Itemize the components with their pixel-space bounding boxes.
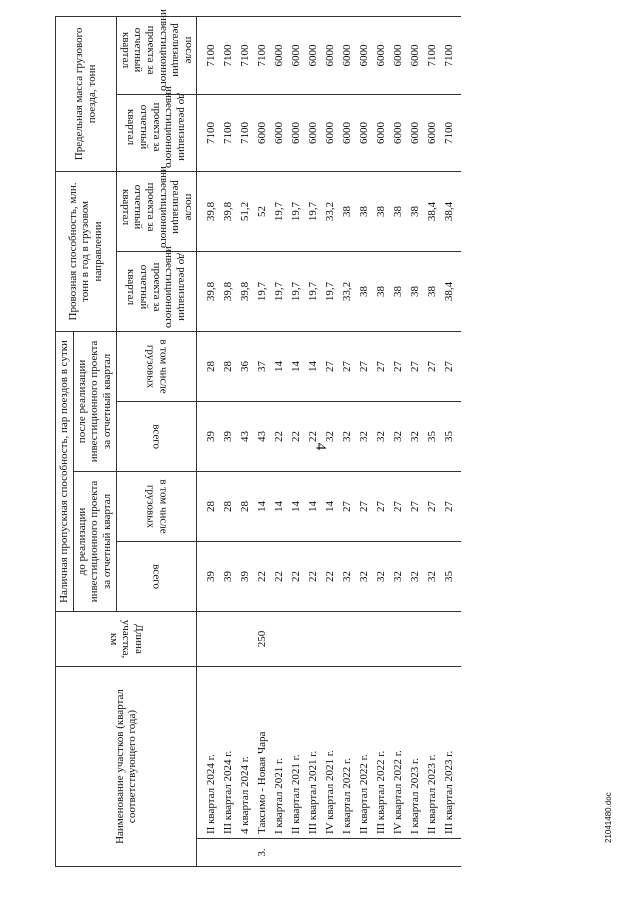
- table-body: [197, 16, 462, 866]
- after-total: 39: [219, 401, 236, 471]
- before-cargo: 27: [423, 471, 440, 541]
- mass-after: 6000: [389, 16, 406, 94]
- throughput-after: 38: [406, 171, 423, 251]
- throughput-after: 19,7: [287, 171, 304, 251]
- section-length: 250: [253, 611, 270, 666]
- throughput-before: 19,7: [287, 251, 304, 331]
- before-total: 22: [304, 541, 321, 611]
- section-name: I квартал 2021 г.: [270, 666, 287, 838]
- header-throughput-after: после реализации инвестиционного проекта за отчетный квартал: [116, 171, 197, 251]
- table-row: [219, 16, 236, 866]
- throughput-before: 39,8: [219, 251, 236, 331]
- after-cargo: 14: [287, 331, 304, 401]
- row-number: [355, 839, 372, 867]
- section-name: IV квартал 2021 г.: [321, 666, 338, 838]
- mass-before: 7100: [197, 94, 220, 171]
- row-number: [236, 839, 253, 867]
- header-throughput-before: до реализации инвестиционного проекта за отчетный квартал: [116, 251, 197, 331]
- after-cargo: 27: [338, 331, 355, 401]
- mass-before: 6000: [338, 94, 355, 171]
- header-length: Длина участка, км: [56, 611, 197, 666]
- before-cargo: 14: [321, 471, 338, 541]
- before-cargo: 27: [389, 471, 406, 541]
- before-total: 32: [406, 541, 423, 611]
- after-total: 32: [321, 401, 338, 471]
- table-row: [389, 16, 406, 866]
- mass-after: 7100: [423, 16, 440, 94]
- throughput-before: 38: [389, 251, 406, 331]
- before-total: 22: [270, 541, 287, 611]
- header-before-total: всего: [116, 541, 197, 611]
- header-capacity-after: после реализации инвестиционного проекта за отчетный квартал: [73, 331, 116, 471]
- mass-after: 7100: [440, 16, 461, 94]
- before-cargo: 27: [355, 471, 372, 541]
- mass-before: 7100: [440, 94, 461, 171]
- throughput-before: 19,7: [270, 251, 287, 331]
- mass-before: 6000: [423, 94, 440, 171]
- section-length: [270, 611, 287, 666]
- throughput-before: 38: [423, 251, 440, 331]
- after-total: 35: [423, 401, 440, 471]
- after-cargo: 28: [219, 331, 236, 401]
- section-length: [389, 611, 406, 666]
- before-total: 22: [287, 541, 304, 611]
- header-mass-before: до реализации инвестиционного проекта за отчетный квартал: [116, 94, 197, 171]
- before-total: 39: [219, 541, 236, 611]
- section-name: 4 квартал 2024 г.: [236, 666, 253, 838]
- after-total: 32: [406, 401, 423, 471]
- section-name: III квартал 2021 г.: [304, 666, 321, 838]
- table-row: [423, 16, 440, 866]
- before-cargo: 28: [197, 471, 220, 541]
- throughput-after: 38,4: [423, 171, 440, 251]
- before-total: 32: [338, 541, 355, 611]
- header-after-cargo: в том числе грузовых: [116, 331, 197, 401]
- section-length: [423, 611, 440, 666]
- row-number: 3.: [253, 839, 270, 867]
- throughput-after: 51,2: [236, 171, 253, 251]
- mass-before: 6000: [355, 94, 372, 171]
- mass-after: 6000: [287, 16, 304, 94]
- throughput-after: 19,7: [270, 171, 287, 251]
- throughput-after: 38: [372, 171, 389, 251]
- mass-before: 6000: [304, 94, 321, 171]
- row-number: [406, 839, 423, 867]
- section-name: II квартал 2024 г.: [197, 666, 220, 838]
- after-cargo: 27: [372, 331, 389, 401]
- section-name: III квартал 2023 г.: [440, 666, 461, 838]
- throughput-after: 19,7: [304, 171, 321, 251]
- header-mass: Предельная масса грузового поезда, тонн: [56, 16, 117, 171]
- section-length: [372, 611, 389, 666]
- table-row: [287, 16, 304, 866]
- before-total: 22: [321, 541, 338, 611]
- before-total: 39: [197, 541, 220, 611]
- section-length: [219, 611, 236, 666]
- throughput-after: 52: [253, 171, 270, 251]
- before-total: 32: [355, 541, 372, 611]
- before-cargo: 28: [219, 471, 236, 541]
- header-throughput: Провозная способность, млн. тонн в год в грузовом направлении: [56, 171, 117, 331]
- mass-after: 7100: [236, 16, 253, 94]
- mass-after: 6000: [338, 16, 355, 94]
- mass-after: 6000: [372, 16, 389, 94]
- after-total: 22: [270, 401, 287, 471]
- after-cargo: 27: [406, 331, 423, 401]
- mass-after: 6000: [406, 16, 423, 94]
- row-number: [372, 839, 389, 867]
- row-number: [423, 839, 440, 867]
- throughput-before: 38: [355, 251, 372, 331]
- section-name: II квартал 2023 г.: [423, 666, 440, 838]
- throughput-before: 19,7: [253, 251, 270, 331]
- throughput-before: 39,8: [197, 251, 220, 331]
- before-total: 39: [236, 541, 253, 611]
- after-cargo: 28: [197, 331, 220, 401]
- after-cargo: 27: [321, 331, 338, 401]
- row-number: [197, 839, 220, 867]
- before-cargo: 14: [287, 471, 304, 541]
- mass-before: 6000: [321, 94, 338, 171]
- table-row: [253, 16, 270, 866]
- before-total: 22: [253, 541, 270, 611]
- mass-after: 7100: [219, 16, 236, 94]
- before-cargo: 28: [236, 471, 253, 541]
- row-number: [219, 839, 236, 867]
- mass-before: 6000: [270, 94, 287, 171]
- section-length: [406, 611, 423, 666]
- row-number: [287, 839, 304, 867]
- mass-before: 6000: [253, 94, 270, 171]
- table-row: [406, 16, 423, 866]
- section-name: Таксимо - Новая Чара: [253, 666, 270, 838]
- after-cargo: 27: [440, 331, 461, 401]
- table-row: [440, 16, 461, 866]
- before-total: 32: [372, 541, 389, 611]
- mass-before: 6000: [389, 94, 406, 171]
- throughput-before: 19,7: [304, 251, 321, 331]
- page-number: 4: [312, 442, 329, 451]
- before-total: 32: [389, 541, 406, 611]
- header-capacity-before: до реализации инвестиционного проекта за отчетный квартал: [73, 471, 116, 611]
- after-total: 35: [440, 401, 461, 471]
- before-cargo: 14: [253, 471, 270, 541]
- section-length: [338, 611, 355, 666]
- before-cargo: 27: [338, 471, 355, 541]
- row-number: [440, 839, 461, 867]
- section-name: II квартал 2022 г.: [355, 666, 372, 838]
- document-id: 21041480.doc: [604, 792, 613, 843]
- throughput-before: 19,7: [321, 251, 338, 331]
- after-total: 22: [287, 401, 304, 471]
- after-total: 32: [372, 401, 389, 471]
- throughput-before: 39,8: [236, 251, 253, 331]
- throughput-after: 39,8: [197, 171, 220, 251]
- mass-before: 6000: [406, 94, 423, 171]
- after-total: 32: [338, 401, 355, 471]
- mass-before: 7100: [219, 94, 236, 171]
- capacity-table: [55, 9, 461, 867]
- after-total: 32: [389, 401, 406, 471]
- table-row: [338, 16, 355, 866]
- after-cargo: 14: [270, 331, 287, 401]
- before-cargo: 14: [270, 471, 287, 541]
- table-row: [236, 16, 253, 866]
- section-length: [440, 611, 461, 666]
- mass-after: 6000: [355, 16, 372, 94]
- section-name: III квартал 2024 г.: [219, 666, 236, 838]
- throughput-before: 33,2: [338, 251, 355, 331]
- throughput-after: 39,8: [219, 171, 236, 251]
- section-name: I квартал 2023 г.: [406, 666, 423, 838]
- after-cargo: 36: [236, 331, 253, 401]
- before-cargo: 27: [406, 471, 423, 541]
- before-total: 32: [423, 541, 440, 611]
- mass-after: 6000: [321, 16, 338, 94]
- after-cargo: 14: [304, 331, 321, 401]
- table-row: [270, 16, 287, 866]
- after-total: 22: [304, 401, 321, 471]
- row-number: [304, 839, 321, 867]
- throughput-after: 38: [389, 171, 406, 251]
- table-row: [197, 16, 220, 866]
- section-length: [321, 611, 338, 666]
- mass-after: 6000: [304, 16, 321, 94]
- after-cargo: 37: [253, 331, 270, 401]
- after-total: 39: [197, 401, 220, 471]
- section-length: [287, 611, 304, 666]
- table-row: [321, 16, 338, 866]
- row-number: [321, 839, 338, 867]
- section-name: IV квартал 2022 г.: [389, 666, 406, 838]
- after-cargo: 27: [423, 331, 440, 401]
- header-after-total: всего: [116, 401, 197, 471]
- section-name: II квартал 2021 г.: [287, 666, 304, 838]
- before-total: 35: [440, 541, 461, 611]
- row-number: [270, 839, 287, 867]
- throughput-after: 33,2: [321, 171, 338, 251]
- after-cargo: 27: [389, 331, 406, 401]
- before-cargo: 14: [304, 471, 321, 541]
- mass-before: 6000: [287, 94, 304, 171]
- section-name: III квартал 2022 г.: [372, 666, 389, 838]
- after-cargo: 27: [355, 331, 372, 401]
- after-total: 43: [253, 401, 270, 471]
- before-cargo: 27: [440, 471, 461, 541]
- throughput-after: 38,4: [440, 171, 461, 251]
- table-row: [304, 16, 321, 866]
- section-length: [355, 611, 372, 666]
- row-number: [389, 839, 406, 867]
- throughput-before: 38: [406, 251, 423, 331]
- rotated-table-container: [55, 9, 630, 867]
- after-total: 43: [236, 401, 253, 471]
- throughput-before: 38,4: [440, 251, 461, 331]
- section-length: [236, 611, 253, 666]
- section-length: [197, 611, 220, 666]
- throughput-before: 38: [372, 251, 389, 331]
- after-total: 32: [355, 401, 372, 471]
- mass-after: 6000: [270, 16, 287, 94]
- before-cargo: 27: [372, 471, 389, 541]
- table-row: [372, 16, 389, 866]
- section-length: [304, 611, 321, 666]
- header-name: Наименование участков (квартал соответствующего года): [56, 666, 197, 866]
- row-number: [338, 839, 355, 867]
- section-name: I квартал 2022 г.: [338, 666, 355, 838]
- header-capacity: Наличная пропускная способность, пар поездов в сутки: [56, 331, 74, 611]
- mass-after: 7100: [197, 16, 220, 94]
- mass-before: 6000: [372, 94, 389, 171]
- mass-after: 7100: [253, 16, 270, 94]
- throughput-after: 38: [338, 171, 355, 251]
- header-before-cargo: в том числе грузовых: [116, 471, 197, 541]
- throughput-after: 38: [355, 171, 372, 251]
- table-row: [355, 16, 372, 866]
- mass-before: 7100: [236, 94, 253, 171]
- header-mass-after: после реализации инвестиционного проекта за отчетный квартал: [116, 16, 197, 94]
